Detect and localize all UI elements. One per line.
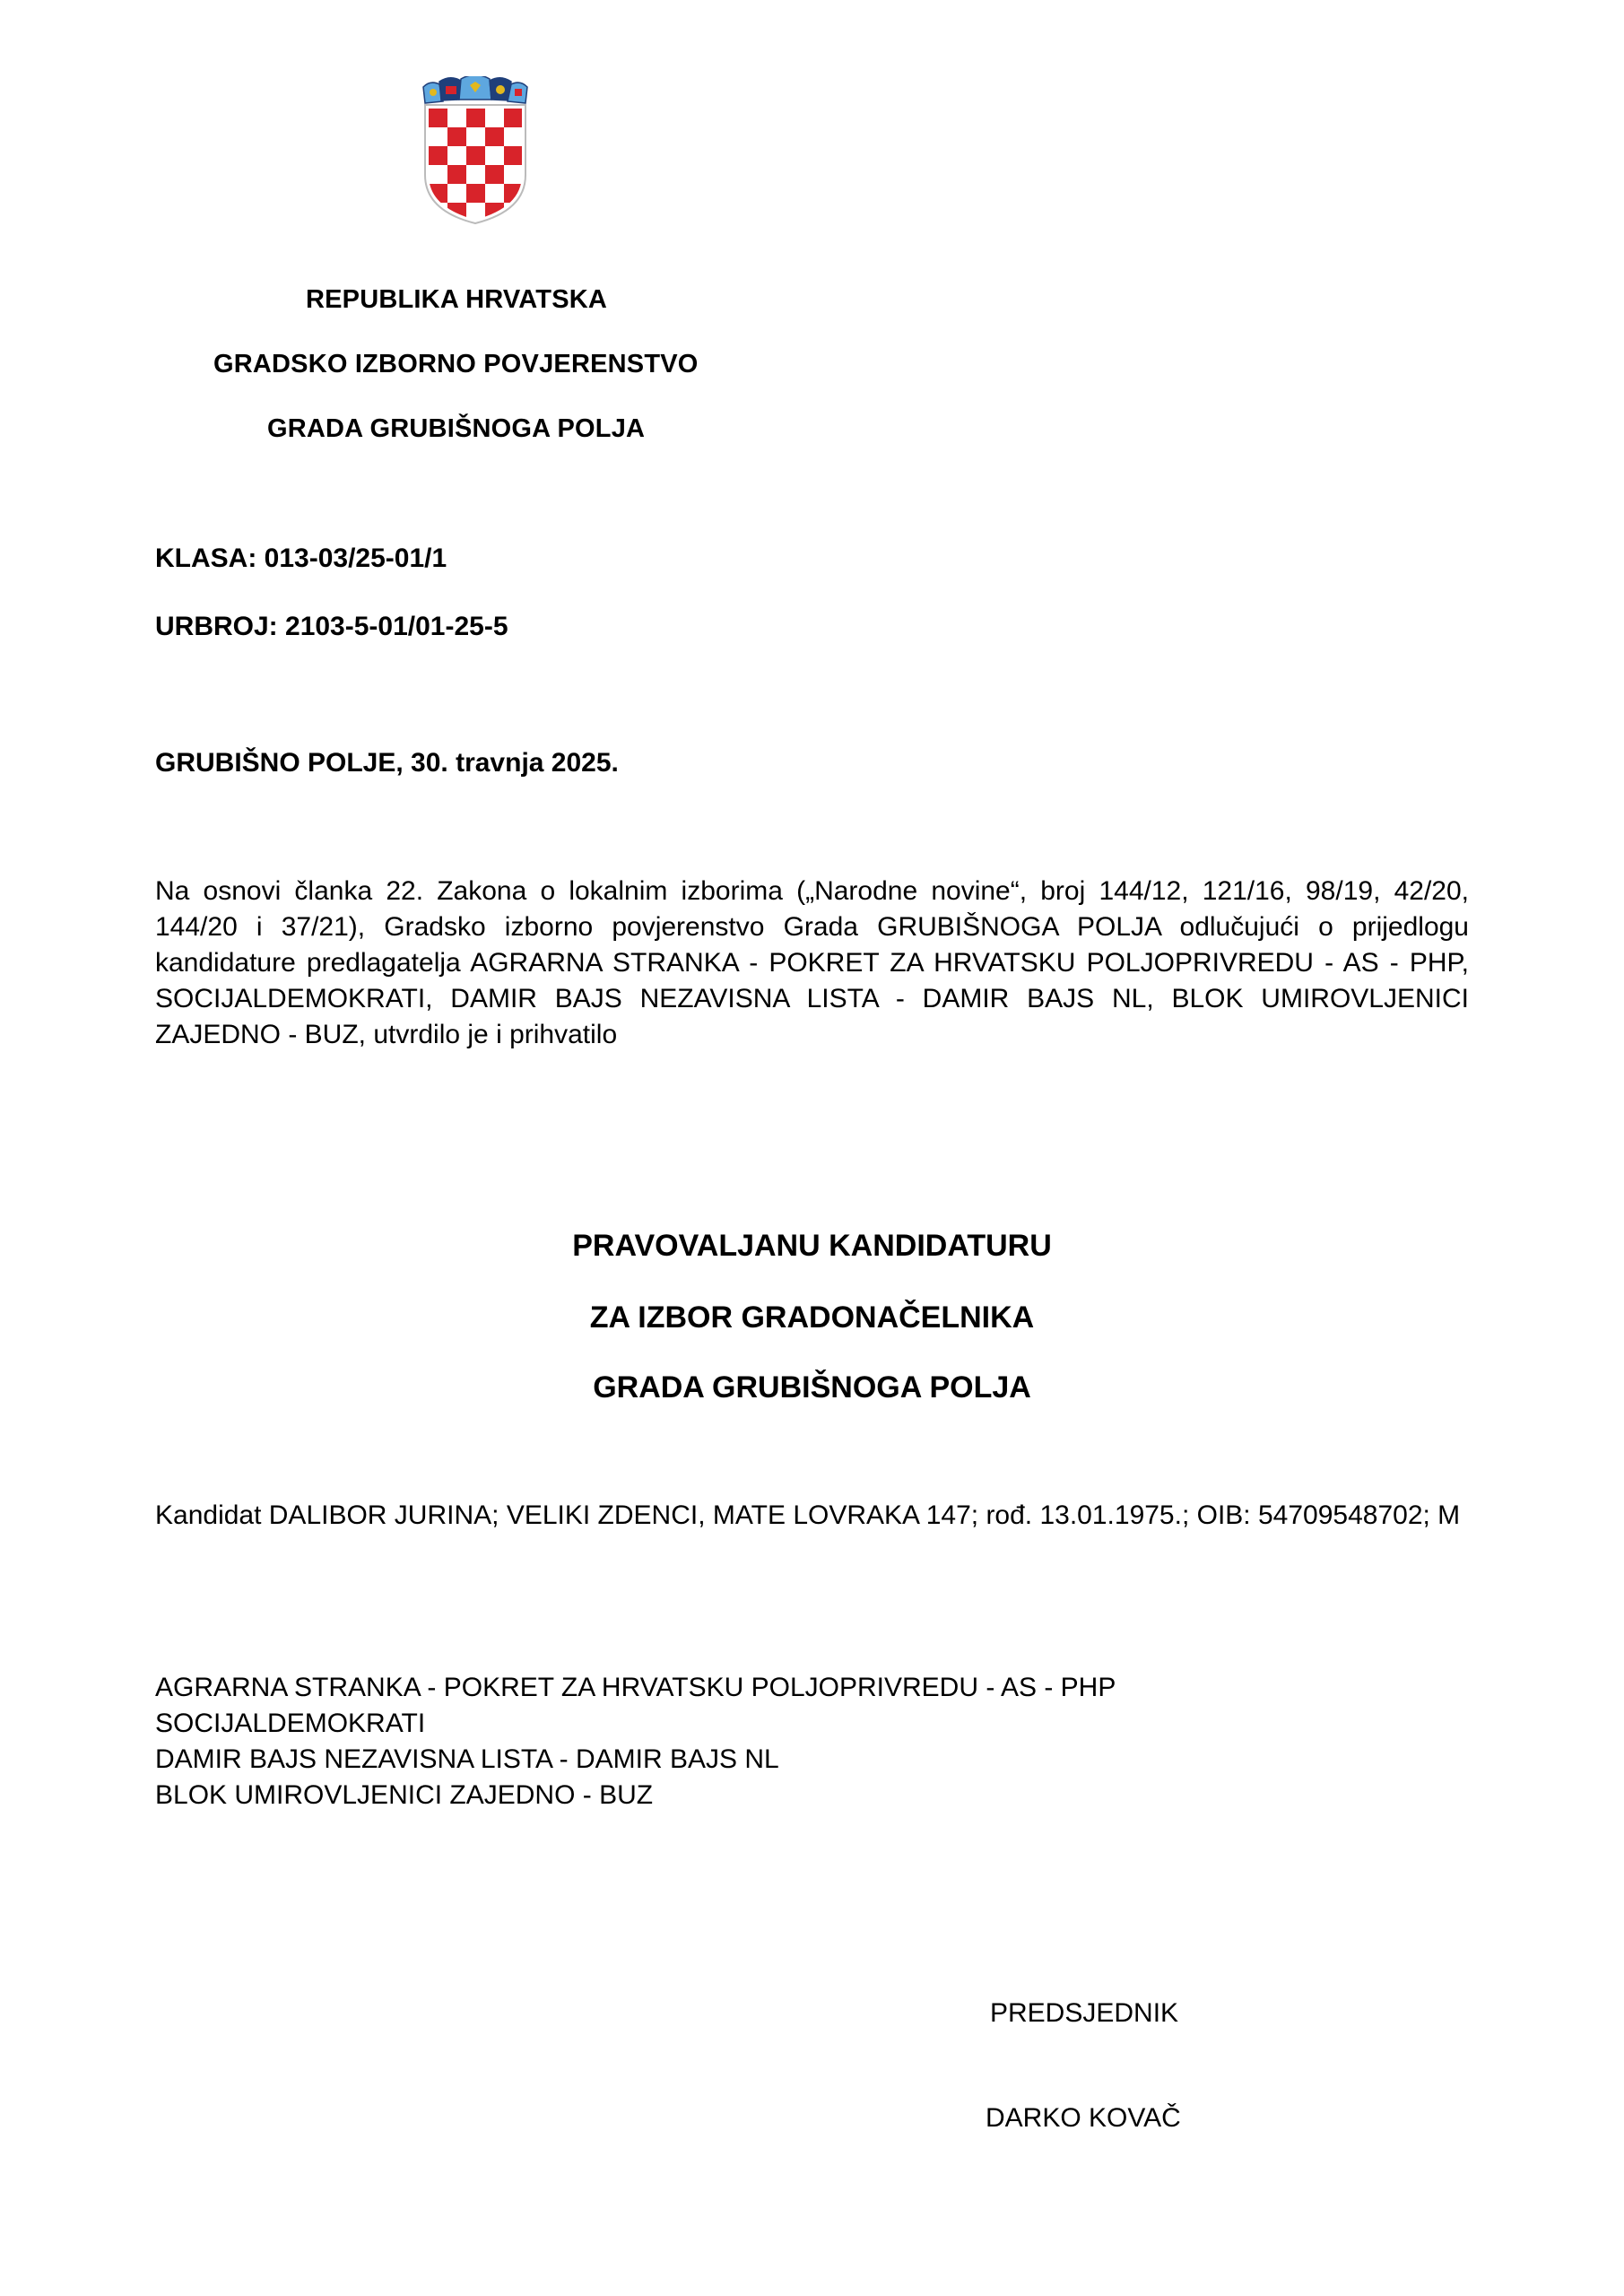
klasa-number: KLASA: 013-03/25-01/1 xyxy=(155,544,447,573)
preamble-paragraph: Na osnovi članka 22. Zakona o lokalnim izborima („Narodne novine“, broj 144/12, 121/16, 98/19, 42/20, 144/20 i 37/21), Gradsko izborno povjerenstvo Grada GRUBIŠNOGA POLJA odlučujući o prijedlogu kandidature predlagatelja AGRARNA STRANKA - POKRET ZA HRVATSKU POLJOPRIVREDU - AS - PHP, SOCIJALDEMOKRATI, DAMIR BAJS NEZAVISNA LISTA - DAMIR BAJS NL, BLOK UMIROVLJENICI ZAJEDNO - BUZ, utvrdilo je i prihvatilo xyxy=(155,876,1469,1049)
decision-title-line-3: GRADA GRUBIŠNOGA POLJA xyxy=(593,1370,1031,1405)
coat-of-arms-icon xyxy=(420,76,531,227)
place-and-date: GRUBIŠNO POLJE, 30. travnja 2025. xyxy=(155,748,619,778)
proposer-item: DAMIR BAJS NEZAVISNA LISTA - DAMIR BAJS NL xyxy=(155,1744,779,1774)
signature-title: PREDSJEDNIK xyxy=(990,1998,1179,2028)
proposer-item: BLOK UMIROVLJENICI ZAJEDNO - BUZ xyxy=(155,1780,654,1810)
header-commission: GRADSKO IZBORNO POVJERENSTVO xyxy=(213,350,699,378)
header-city: GRADA GRUBIŠNOGA POLJA xyxy=(267,414,646,443)
urbroj-number: URBROJ: 2103-5-01/01-25-5 xyxy=(155,612,508,641)
decision-title-line-1: PRAVOVALJANU KANDIDATURU xyxy=(572,1229,1052,1263)
candidate-details: Kandidat DALIBOR JURINA; VELIKI ZDENCI, MATE LOVRAKA 147; rođ. 13.01.1975.; OIB: 54709548702; M xyxy=(155,1500,1461,1530)
proposer-item: AGRARNA STRANKA - POKRET ZA HRVATSKU POLJOPRIVREDU - AS - PHP xyxy=(155,1673,1116,1702)
header-country: REPUBLIKA HRVATSKA xyxy=(306,285,608,314)
proposer-item: SOCIJALDEMOKRATI xyxy=(155,1709,426,1738)
signature-name: DARKO KOVAČ xyxy=(986,2103,1181,2133)
decision-title-line-2: ZA IZBOR GRADONAČELNIKA xyxy=(589,1300,1035,1335)
proposers-list xyxy=(155,1670,1116,1813)
